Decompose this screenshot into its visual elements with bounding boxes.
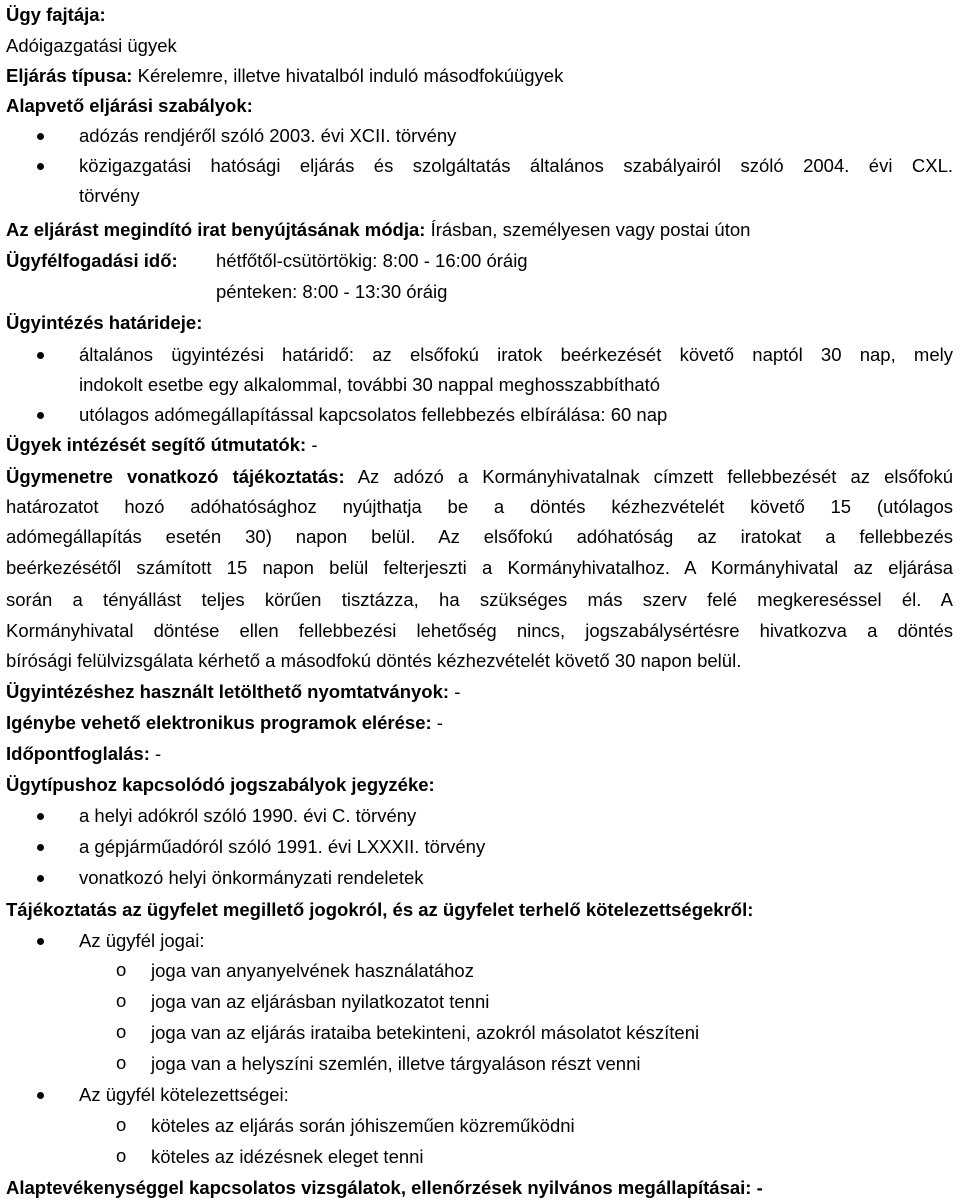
ugy-fajtaja-value: Adóigazgatási ügyek <box>6 35 177 56</box>
utmutatok-label: Ügyek intézését segítő útmutatók: <box>6 434 307 455</box>
ugymenet-line-7: bírósági felülvizsgálata kérhető a másodfokú döntés kézhezvételét követő 30 napon belül. <box>6 650 742 671</box>
jogai-label: Az ügyfél jogai: <box>79 930 205 951</box>
bullet-icon <box>37 844 44 851</box>
hatarido-label: Ügyintézés határideje: <box>6 312 203 333</box>
bullet-icon <box>37 412 44 419</box>
ugymenet-line-4: beérkezésétől számított 15 napon belül felterjeszti a Kormányhivatalhoz. A Kormányhivatal az eljárása <box>6 557 953 578</box>
bullet-icon <box>37 163 44 170</box>
idopont-row <box>6 742 161 766</box>
nyomtatvanyok-value: - <box>454 681 461 702</box>
jogszabaly-item-1: a helyi adókról szóló 1990. évi C. törvény <box>79 805 417 826</box>
idopont-value: - <box>155 743 162 764</box>
jogszabaly-item-3: vonatkozó helyi önkormányzati rendeletek <box>79 867 424 888</box>
ugyfelfogadas-line-1: hétfőtől-csütörtökig: 8:00 - 16:00 óráig <box>216 250 528 271</box>
elektronikus-row <box>6 711 443 735</box>
alapveto-item-2-cont: törvény <box>79 185 140 206</box>
ugymenet-line-6: Kormányhivatal döntése ellen fellebbezési lehetőség nincs, jogszabálysértésre hivatkozva a döntés <box>6 620 953 641</box>
sub-bullet-icon: o <box>116 1145 127 1166</box>
bullet-icon <box>37 813 44 820</box>
bullet-icon <box>37 352 44 359</box>
jogai-item-4: joga van a helyszíni szemlén, illetve tárgyaláson részt venni <box>151 1053 641 1074</box>
megindito-label: Az eljárást megindító irat benyújtásának módja: <box>6 219 426 240</box>
bullet-icon <box>37 133 44 140</box>
eljaras-tipusa-label: Eljárás típusa: <box>6 65 133 86</box>
idopont-label: Időpontfoglalás: <box>6 743 150 764</box>
utmutatok-value: - <box>311 434 318 455</box>
jogai-item-1: joga van anyanyelvének használatához <box>151 960 474 981</box>
megindito-row <box>6 218 750 242</box>
ugymenet-line-1 <box>6 465 953 489</box>
elektronikus-label: Igénybe vehető elektronikus programok elérése: <box>6 712 432 733</box>
kotel-label: Az ügyfél kötelezettségei: <box>79 1084 289 1105</box>
ugyfelfogadas-line-2: pénteken: 8:00 - 13:30 óráig <box>216 281 448 302</box>
hatarido-item-1-cont: indokolt esetbe egy alkalommal, további 30 nappal meghosszabbítható <box>79 374 661 395</box>
sub-bullet-icon: o <box>116 1114 127 1135</box>
eljaras-tipusa-row <box>6 64 563 88</box>
alaptevekenyseg-label: Alaptevékenységgel kapcsolatos vizsgálatok, ellenőrzések nyilvános megállapításai: <box>6 1177 752 1198</box>
nyomtatvanyok-label: Ügyintézéshez használt letölthető nyomtatványok: <box>6 681 450 702</box>
ugyfelfogadas-label: Ügyfélfogadási idő: <box>6 250 178 271</box>
jogai-item-3: joga van az eljárás irataiba betekinteni, azokról másolatot készíteni <box>151 1022 700 1043</box>
sub-bullet-icon: o <box>116 1052 127 1073</box>
jogszabalyok-label: Ügytípushoz kapcsolódó jogszabályok jegyzéke: <box>6 774 435 795</box>
ugymenet-line-2: határozatot hozó adóhatósághoz nyújthatja be a döntés kézhezvételét követő 15 (utólagos <box>6 496 953 517</box>
kotel-item-1: köteles az eljárás során jóhiszeműen közreműködni <box>151 1115 575 1136</box>
alapveto-item-2: közigazgatási hatósági eljárás és szolgáltatás általános szabályairól szóló 2004. évi CXL. <box>79 155 953 176</box>
ugymenet-l1: Az adózó a Kormányhivatalnak címzett fellebbezését az elsőfokú <box>357 466 953 487</box>
megindito-value: Írásban, személyesen vagy postai úton <box>430 219 751 240</box>
sub-bullet-icon: o <box>116 1021 127 1042</box>
alaptevekenyseg-value: - <box>756 1177 763 1198</box>
ugymenet-line-5: során a tényállást teljes körűen tisztázza, ha szükséges más szerv felé megkereséssel él. A <box>6 589 953 610</box>
jogai-item-2: joga van az eljárásban nyilatkozatot tenni <box>151 991 490 1012</box>
hatarido-item-2: utólagos adómegállapítással kapcsolatos fellebbezés elbírálása: 60 nap <box>79 404 668 425</box>
eljaras-tipusa-value: Kérelemre, illetve hivatalból induló másodfokúügyek <box>137 65 564 86</box>
alapveto-label: Alapvető eljárási szabályok: <box>6 95 253 116</box>
kotel-item-2: köteles az idézésnek eleget tenni <box>151 1146 424 1167</box>
bullet-icon <box>37 1092 44 1099</box>
alaptevekenyseg-row <box>6 1176 763 1200</box>
nyomtatvanyok-row <box>6 680 460 704</box>
elektronikus-value: - <box>436 712 443 733</box>
ugymenet-label: Ügymenetre vonatkozó tájékoztatás: <box>6 466 345 487</box>
utmutatok-row <box>6 433 317 457</box>
sub-bullet-icon: o <box>116 990 127 1011</box>
ugymenet-line-3: adómegállapítás esetén 30) napon belül. Az elsőfokú adóhatóság az iratokat a fellebbezés <box>6 526 953 547</box>
ugy-fajtaja-label: Ügy fajtája: <box>6 4 106 25</box>
bullet-icon <box>37 938 44 945</box>
tajekoztatas-label: Tájékoztatás az ügyfelet megillető jogokról, és az ügyfelet terhelő kötelezettségekről: <box>6 899 754 920</box>
jogszabaly-item-2: a gépjárműadóról szóló 1991. évi LXXXII. törvény <box>79 836 486 857</box>
bullet-icon <box>37 875 44 882</box>
alapveto-item-1: adózás rendjéről szóló 2003. évi XCII. törvény <box>79 125 457 146</box>
sub-bullet-icon: o <box>116 959 127 980</box>
hatarido-item-1: általános ügyintézési határidő: az elsőfokú iratok beérkezését követő naptól 30 nap, mely <box>79 344 953 365</box>
